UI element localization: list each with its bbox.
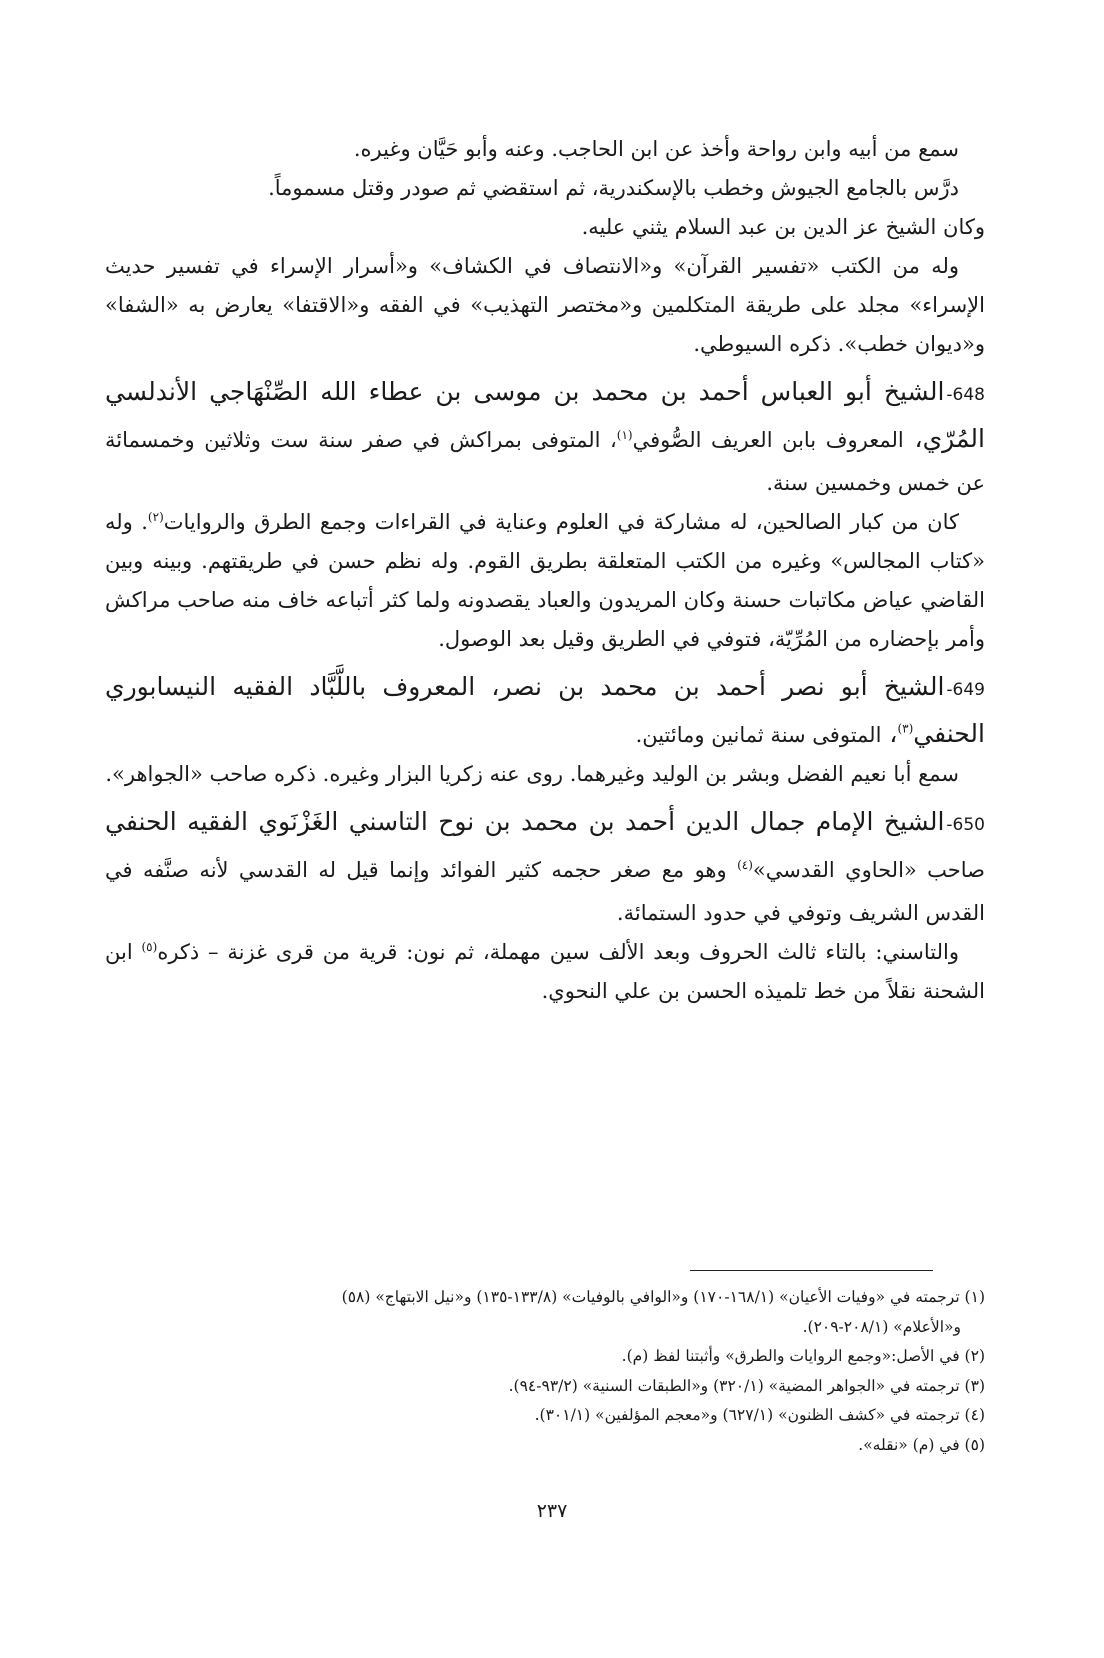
footnotes [105, 1283, 985, 1460]
entry-number: 648- [946, 385, 985, 405]
entry-text: وهو مع صغر حجمه كثير الفوائد وإنما قيل له القدسي لأنه صنَّفه في القدس الشريف وتوفي في حدود الستمائة. [105, 858, 985, 925]
entry-649 [105, 665, 985, 794]
entry-continuation: المتوفى سنة ثمانين ومائتين. [635, 723, 882, 747]
entry-text: المعروف بابن العريف الصُّوفي [632, 428, 904, 452]
intro-paragraph-1: سمع من أبيه وابن رواحة وأخذ عن ابن الحاجب. وعنه وأبو حَيَّان وغيره. [353, 137, 959, 161]
entry-heading [105, 800, 985, 933]
entry-text: . وله «كتاب المجالس» وغيره من الكتب المتعلقة بطريق القوم. وله نظم حسن في طريقتهم. وبينه وبين القاضي عياض مكاتبات حسنة وكان المريدون والعباد يقصدونه ولما كثر أتباعه خاف منه صاحب مراكش وأمر بإحضاره من المُرِّيّة، فتوفي في الطريق وقيل بعد الوصول. [105, 510, 985, 651]
entry-650 [105, 800, 985, 1011]
page-number: ٢٣٧ [536, 1500, 568, 1522]
entry-text: ابن الشحنة نقلاً من خط تلميذه الحسن بن علي النحوي. [105, 940, 985, 1003]
entry-number: 650- [946, 815, 985, 835]
entry-title: الشيخ أبو نصر أحمد بن محمد بن نصر، المعروف باللَّبَّاد الفقيه النيسابوري الحنفي [105, 672, 985, 748]
footnote-1 [105, 1283, 985, 1342]
footnote-2: (٢) في الأصل:«وجمع الروايات والطرق» وأثبتنا لفظ (م). [621, 1347, 985, 1365]
entry-continuation [105, 858, 985, 925]
entry-text: ، المتوفى بمراكش في صفر سنة ست وثلاثين وخمسمائة عن خمس وخمسين سنة. [105, 428, 985, 495]
entry-title: الشيخ أبو العباس أحمد بن محمد بن موسى بن عطاء الله الصِّنْهَاجي الأندلسي المُرّي، [105, 377, 985, 453]
intro-paragraph-3: وكان الشيخ عز الدين بن عبد السلام يثني عليه. [581, 215, 985, 239]
entry-body: سمع أبا نعيم الفضل وبشر بن الوليد وغيرهما. روى عنه زكريا البزار وغيره. ذكره صاحب «الجواهر». [105, 762, 959, 786]
entry-body [105, 503, 985, 659]
footnote-ref[interactable]: (٢) [147, 510, 164, 524]
main-text [105, 130, 985, 1011]
intro-paragraph-4: وله من الكتب «تفسير القرآن» و«الانتصاف في الكشاف» و«أسرار الإسراء في تفسير حديث الإسراء» مجلد على طريقة المتكلمين و«مختصر التهذيب» في الفقه و«الاقتفا» يعارض به «الشفا» و«ديوان خطب». ذكره السيوطي. [105, 254, 985, 356]
entry-text: كان من كبار الصالحين، له مشاركة في العلوم وعناية في القراءات وجمع الطرق والروايات [163, 510, 959, 534]
entry-heading [105, 665, 985, 755]
entry-title: الشيخ الإمام جمال الدين أحمد بن محمد بن نوح التاسني الغَزْنَوي الفقيه الحنفي [105, 807, 945, 836]
entry-text: صاحب «الحاوي القدسي» [752, 858, 986, 882]
intro-paragraph-2: درَّس بالجامع الجيوش وخطب بالإسكندرية، ثم استقضي ثم صودر وقتل مسموماً. [268, 176, 959, 200]
entry-text: ، [889, 719, 898, 748]
entry-continuation [105, 428, 985, 495]
footnote-3: (٣) ترجمته في «الجواهر المضية» (٣٢٠/١) و«الطبقات السنية» (٩٣/٢-٩٤). [508, 1376, 985, 1395]
entry-648 [105, 370, 985, 659]
footnote-5: (٥) في (م) «نقله». [858, 1435, 985, 1454]
entry-heading [105, 370, 985, 503]
footnote-4: (٤) ترجمته في «كشف الظنون» (٦٢٧/١) و«معجم المؤلفين» (٣٠١/١). [534, 1406, 985, 1424]
footnote-divider [690, 1270, 933, 1271]
footnote-ref[interactable]: (١) [616, 428, 633, 442]
footnote-text: (١) ترجمته في «وفيات الأعيان» (١٦٨/١-١٧٠) و«الوافي بالوفيات» (١٣٣/٨-١٣٥) و«نيل الابتهاج» (٥٨) [341, 1288, 985, 1306]
footnote-ref[interactable]: (٥) [141, 940, 158, 954]
entry-body [105, 933, 985, 1011]
footnote-ref[interactable]: (٤) [737, 858, 753, 872]
footnote-ref[interactable]: (٣) [897, 721, 914, 736]
entry-number: 649- [946, 680, 985, 700]
footnote-text: و«الأعلام» (٢٠٨/١-٢٠٩). [802, 1317, 961, 1336]
entry-text: والتاسني: بالتاء ثالث الحروف وبعد الألف سين مهملة، ثم نون: قرية من قرى غزنة – ذكره [157, 940, 960, 964]
